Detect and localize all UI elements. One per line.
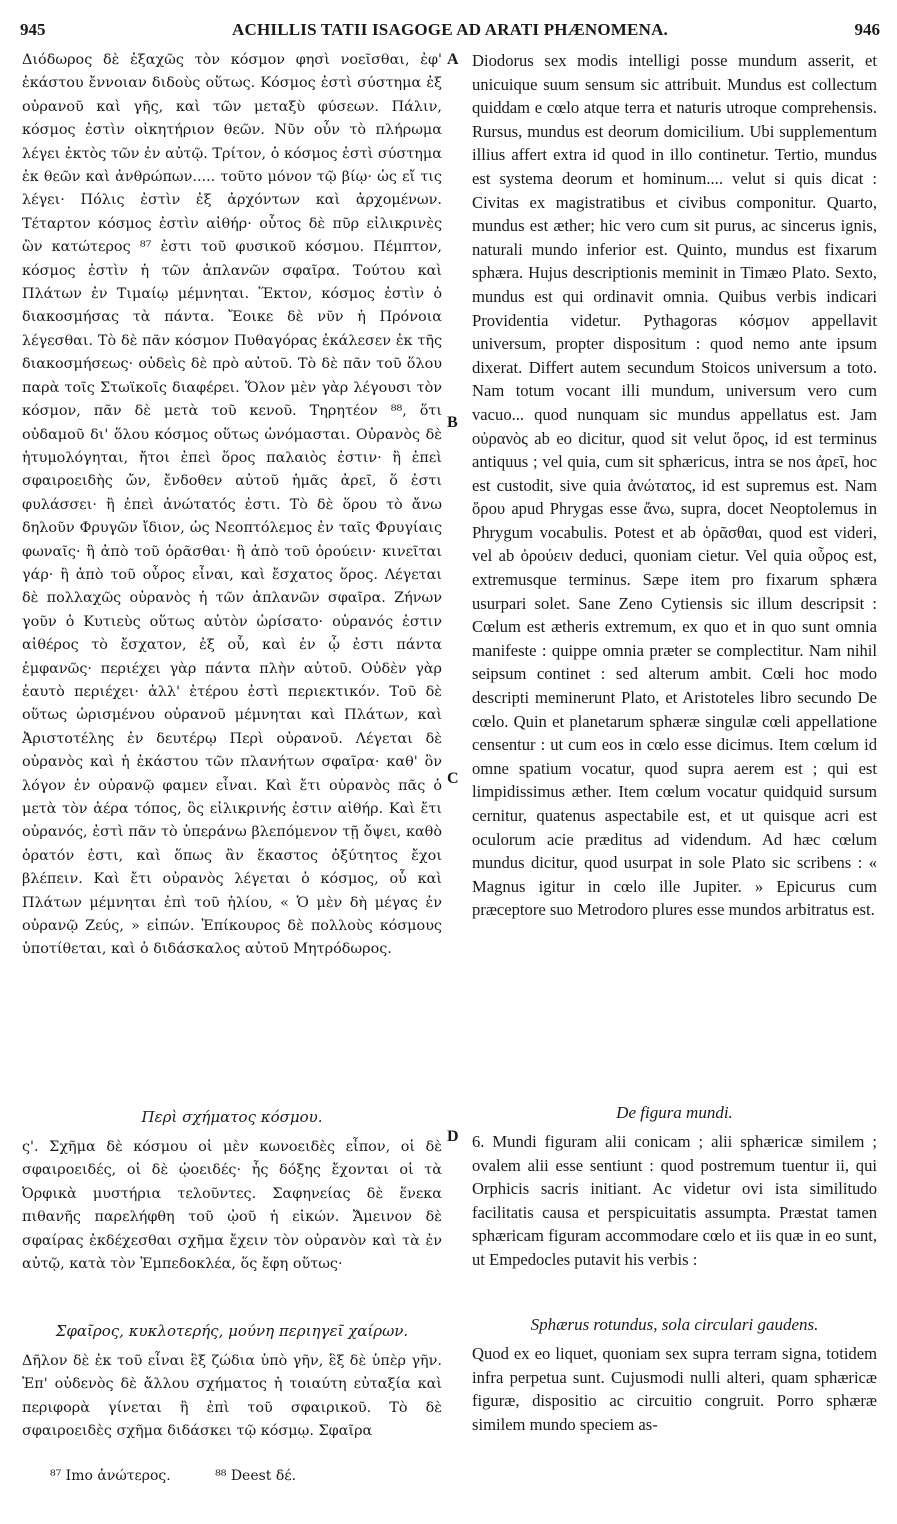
margin-marker-a: A	[447, 51, 459, 68]
latin-after-verse-paragraph: Quod ex eo liquet, quoniam sex supra terram signa, totidem infra perpetua sunt. Cujusmodi nulli alteri, quam sphæricæ figuræ, dispositio ac circuitio congruit. Porro sphæræ similem mundo speciem as-	[472, 1344, 877, 1434]
margin-marker-d: D	[447, 1128, 459, 1145]
latin-section-paragraph: 6. Mundi figuram alii conicam ; alii sphæricæ similem ; ovalem alii esse sentiunt : quod postremum tuentur ii, qui Orphicis sacris initiant. Ac videtur ovi ista similitudo facilitatis causa et perspicuitatis assumpta. Præstat tamen sphæricam figuram accommodare cœlo et iis quæ in eo sunt, ut Empedocles putavit his verbis :	[472, 1132, 877, 1269]
page-number-right: 946	[854, 20, 880, 39]
running-title: ACHILLIS TATII ISAGOGE AD ARATI PHÆNOMENA.	[232, 20, 668, 39]
latin-after-verse	[472, 1342, 877, 1436]
footnote-87: ⁸⁷ Imo ἀνώτερος.	[50, 1468, 171, 1484]
greek-after-verse	[22, 1350, 442, 1444]
latin-section-text	[472, 1130, 877, 1272]
page-number-left: 945	[20, 20, 46, 39]
greek-section-text	[22, 1136, 442, 1276]
footnote-88: ⁸⁸ Deest δέ.	[215, 1468, 297, 1484]
margin-marker-b: B	[447, 414, 458, 431]
latin-main-text: Diodorus sex modis intelligi posse mundum asserit, et unicuique suum sensum sic attribuit. Mundus est collectum quiddam e cœlo atque terra et naturis utroque comprehensis. Rursus, mundus est deorum domicilium. Ubi supplementum illius affert extra id quod in illo continetur. Tertio, mundus est systema deorum et hominum.... velut si quis dicat : Civitas ex magistratibus et civibus componitur. Quarto, mundus est æther; hic vero cum sit purus, ac sincerus ignis, naturali mundo inferior est. Quinto, mundus est fixarum sphæra. Hujus descriptionis meminit in Timæo Plato. Sexto, mundus est qui ordinavit omnia. Quibus verbis indicari Providentia videtur. Pythagoras κόσμον appellavit universum, propter dispositum : quod nemo ante ipsum dixerat. Differt autem secundum Stoicos universum a toto. Nam totum vocant illi mundum, universum vero cum vacuo... quod nunquam sic mundus appellatus est. Jam οὐρανὸς ab eo dicitur, quod sit velut ὅρος, id est terminus antiquus ; vel quia, cum sit sphæricus, intra se nos ἀρεῖ, hoc est custodit, sive quia ἀνώτατος, id est supremus est. Nam ὅρου apud Phrygas esse ἄνω, supra, docet Neoptolemus in Phrygum vocabulis. Potest et ab ὁρᾶσθαι, quod est videri, vel ab ὀρούειν deduci, quoniam cietur. Vel quia οὖρος est, extremusque terminus. Sæpe item pro fixarum sphæra usurpari solet. Sane Zeno Cytiensis sic illum descripsit : Cœlum est ætheris extremum, ex quo et in quo sunt omnia manifeste : quippe omnia præter se complectitur. Nam nihil seipsum continet : sed alterum ambit. Cœli hoc modo descripti meminerunt Plato, et Aristoteles libro secundo De cœlo. Quin et planetarum sphæræ singulæ cœli appellatione censentur : ut cum eos in cœlo esse dicimus. Item cœlum id omne spatium vocatur, quod supra aerem est ; qui est limpidissimus æther. Item cœlum vocatur quidquid sursum cernitur, quatenus aspectabile est, et ut quisque acri est oculorum acie præditus ad videndum. Ad hæc cœlum mundus dicitur, quod usurpat in sole Plato sic scribens : « Magnus igitur in cœlo ille Jupiter. » Epicurus cum præceptore suo Metrodoro plures esse mundos arbitratus est.	[472, 51, 877, 920]
greek-section-paragraph: ς'. Σχῆμα δὲ κόσμου οἱ μὲν κωνοειδὲς εἶπον, οἱ δὲ σφαιροειδές, οἱ δὲ ᾠοειδές· ἧς δόξης ἔχονται οἱ τὰ Ὀρφικὰ μυστήρια τελοῦντες. Σαφηνείας δὲ ἕνεκα πιθανῆς παρελήφθη τοῦ ᾠοῦ ἡ εἰκών. Ἄμεινον δὲ σφαίρας ἐκδέχεσθαι σχῆμα ἔχειν τὸν οὐρανὸν καὶ τὰ ἐν αὐτῷ, κατὰ τὸν Ἐμπεδοκλέα, ὅς ἔφη οὕτως·	[22, 1139, 442, 1273]
latin-verse: Sphærus rotundus, sola circulari gaudens.	[530, 1315, 819, 1334]
running-header	[20, 20, 880, 46]
greek-column-main	[22, 49, 442, 962]
greek-after-verse-paragraph: Δῆλον δὲ ἐκ τοῦ εἶναι ἓξ ζώδια ὑπὸ γῆν, ἓξ δὲ ὑπὲρ γῆν. Ἐπ' οὐδενὸς δὲ ἄλλου σχήματος ἡ τοιαύτη εὐταξία καὶ περιφορὰ γίνεται ἢ ἐπὶ τοῦ σφαιρικοῦ. Τὸ δὲ σφαιροειδὲς σχῆμα διδάσκει τῷ κόσμῳ. Σφαῖρα	[22, 1353, 442, 1440]
latin-column-main	[472, 49, 877, 922]
latin-section-title: De figura mundi.	[616, 1103, 733, 1122]
footnotes	[50, 1468, 336, 1484]
greek-main-text: Διόδωρος δὲ ἑξαχῶς τὸν κόσμον φησὶ νοεῖσθαι, ἐφ' ἑκάστου ἔννοιαν διδοὺς οὕτως. Κόσμος ἐστὶ σύστημα ἐξ οὐρανοῦ καὶ γῆς, καὶ τῶν μεταξὺ φύσεων. Πάλιν, κόσμος ἐστὶν οἰκητήριον θεῶν. Νῦν οὖν τὸ πλήρωμα λέγει ἐκτὸς τῶν ἐν αὐτῷ. Τρίτον, ὁ κόσμος ἐστὶ σύστημα ἐκ θεῶν καὶ ἀνθρώπων..... τοῦτο μόνον τῷ βίῳ· ὡς εἴ τις λέγει· Πόλις ἐστὶν ἐξ ἀρχόντων καὶ ἀρχομένων. Τέταρτον κόσμος ἐστὶν αἰθήρ· οὗτος δὲ πῦρ εἰλικρινὲς ὢν κατώτερος ⁸⁷ ἐστι τοῦ φυσικοῦ κόσμου. Πέμπτον, κόσμος ἐστὶν ἡ τῶν ἀπλανῶν σφαῖρα. Τούτου καὶ Πλάτων ἐν Τιμαίῳ μέμνηται. Ἕκτον, κόσμος ἐστὶν ὁ διακοσμήσας τὰ πάντα. Ἔοικε δὲ νῦν ἡ Πρόνοια λέγεσθαι. Τὸ δὲ πᾶν κόσμον Πυθαγόρας ἐκάλεσεν ἐκ τῆς διακοσμήσεως· οὐδεὶς δὲ πρὸ αὐτοῦ. Τὸ δὲ πᾶν τοῦ ὅλου παρὰ τοῖς Στωϊκοῖς διαφέρει. Ὅλον μὲν γὰρ λέγουσι τὸν κόσμον, πᾶν δὲ μετὰ τοῦ κενοῦ. Τηρητέον ⁸⁸, ὅτι οὐδαμοῦ δι' ὅλου κόσμος οὕτως ὠνόμασται. Οὐρανὸς δὲ ἡτυμολόγηται, ἤτοι ἐπεὶ ὅρος παλαιὸς ἐστιν· ἢ ἐπεὶ σφαιροειδὴς ὤν, ἔνδοθεν αὐτοῦ ἡμᾶς ἀρεῖ, ὅ ἐστι φυλάσσει· ἢ ἐπεὶ ἀνώτατός ἐστι. Τὸ δὲ ὅρου τὸ ἄνω δηλοῦν Φρυγῶν ἴδιον, ὡς Νεοπτόλεμος ἐν ταῖς Φρυγίαις φωναῖς· ἢ ἀπὸ τοῦ ὁρᾶσθαι· ἢ ἀπὸ τοῦ ὀρούειν· κινεῖται γάρ· ἢ ἀπὸ τοῦ οὖρος εἶναι, καὶ ἔσχατος ὅρος. Λέγεται δὲ πολλαχῶς οὐρανὸς ἡ τῶν ἀπλανῶν σφαῖρα. Ζήνων γοῦν ὁ Κυτιεὺς οὕτως αὐτὸν ὡρίσατο· οὐρανός ἐστιν αἰθέρος τὸ ἔσχατον, ἐξ οὗ, καὶ ἐν ᾧ ἐστι πάντα ἐμφανῶς· περιέχει γὰρ πάντα πλὴν αὐτοῦ. Οὐδὲν γὰρ ἑαυτὸ περιέχει· ἀλλ' ἑτέρου ἐστὶ περιεκτικόν. Τοῦ δὲ οὕτως ὡρισμένου οὐρανοῦ μέμνηται καὶ Πλάτων, καὶ Ἀριστοτέλης ἐν δευτέρῳ Περὶ οὐρανοῦ. Λέγεται δὲ οὐρανὸς καὶ ἡ ἑκάστου τῶν πλανήτων σφαῖρα· καθ' ὃν λόγον ἐν οὐρανῷ φαμεν εἶναι. Καὶ ἔτι οὐρανὸς πᾶς ὁ μετὰ τὸν ἀέρα τόπος, ὃς εἰλικρινής ἐστιν αἰθήρ. Καὶ ἔτι οὐρανός, ἐστὶ πᾶν τὸ ὑπεράνω βλεπόμενον τῇ ὄψει, καθὸ ὁρατόν ἐστι, καὶ ὅπως ἂν ἕκαστος ὀξύτητος ἔχοι βλέπειν. Καὶ ἔτι οὐρανὸς λέγεται ὁ κόσμος, οὗ καὶ Πλάτων μέμνηται ἐπὶ τοῦ ἡλίου, « Ὁ μὲν δὴ μέγας ἐν οὐρανῷ Ζεύς, » εἰπών. Ἐπίκουρος δὲ πολλοὺς κόσμους ὑποτίθεται, καὶ ὁ διδάσκαλος αὐτοῦ Μητρόδωρος.	[22, 52, 442, 958]
margin-marker-c: C	[447, 770, 459, 787]
greek-verse: Σφαῖρος, κυκλοτερής, μούνη περιηγεῖ χαίρων.	[55, 1322, 409, 1340]
greek-section-title: Περὶ σχήματος κόσμου.	[141, 1108, 323, 1126]
